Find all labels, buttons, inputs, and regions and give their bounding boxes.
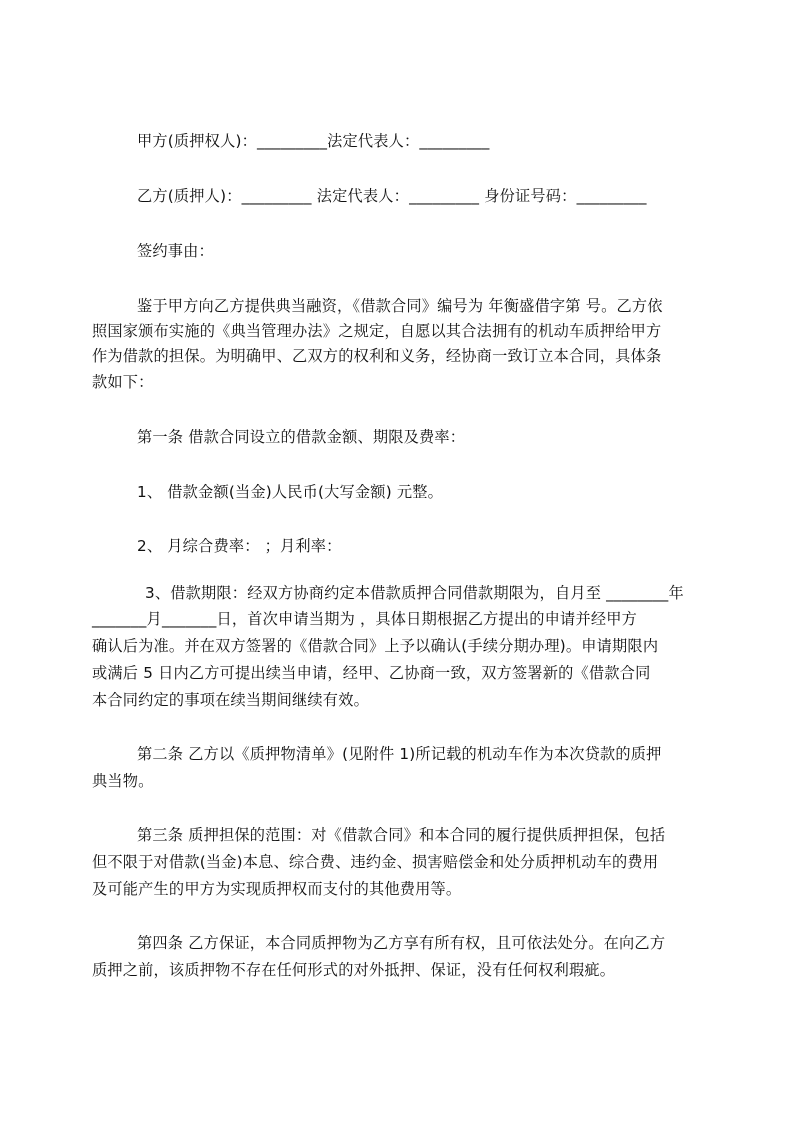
party-a-line: 甲方(质押权人)：_________法定代表人：_________ [137,132,490,150]
article-1-item-3-line-1: 3、借款期限：经双方协商约定本借款质押合同借款期限为，自月至 ________年 [145,584,684,602]
article-3-line-2: 但不限于对借款(当金)本息、综合费、违约金、损害赔偿金和处分质押机动车的费用 [92,853,659,871]
article-1-item-2: 2、 月综合费率： ；月利率： [137,537,342,555]
article-3-line-1: 第三条 质押担保的范围：对《借款合同》和本合同的履行提供质押担保，包括 [137,826,666,844]
article-2-line-1: 第二条 乙方以《质押物清单》(见附件 1)所记载的机动车作为本次贷款的质押 [137,745,662,763]
article-2-line-2: 典当物。 [92,772,154,790]
article-1-item-3-line-3: 确认后为准。并在双方签署的《借款合同》上予以确认(手续分期办理)。申请期限内 [92,637,659,655]
article-4-line-2: 质押之前，该质押物不存在任何形式的对外抵押、保证，没有任何权利瑕疵。 [92,961,616,979]
signing-matter-heading: 签约事由： [137,242,214,260]
article-3-line-3: 及可能产生的甲方为实现质押权而支付的其他费用等。 [92,880,462,898]
preamble-line-2: 照国家颁布实施的《典当管理办法》之规定，自愿以其合法拥有的机动车质押给甲方 [92,322,662,340]
party-b-line: 乙方(质押人)：_________ 法定代表人：_________ 身份证号码：_________ [137,187,647,205]
article-1-heading: 第一条 借款合同设立的借款金额、期限及费率： [137,428,466,446]
article-1-item-3-line-2: _______月_______日，首次申请当期为 ，具体日期根据乙方提出的申请并经甲方 [92,610,637,628]
article-1-item-1: 1、 借款金额(当金)人民币(大写金额) 元整。 [137,483,444,501]
preamble-line-4: 款如下： [92,373,154,391]
article-1-item-3-line-5: 本合同约定的事项在续当期间继续有效。 [92,691,369,709]
article-1-item-3-line-4: 或满后 5 日内乙方可提出续当申请，经甲、乙协商一致，双方签署新的《借款合同 [92,664,651,682]
preamble-line-1: 鉴于甲方向乙方提供典当融资，《借款合同》编号为 年衡盛借字第 号。乙方依 [137,297,663,315]
preamble-line-3: 作为借款的担保。为明确甲、乙双方的权利和义务，经协商一致订立本合同，具体条 [92,347,662,365]
article-4-line-1: 第四条 乙方保证，本合同质押物为乙方享有所有权，且可依法处分。在向乙方 [137,934,666,952]
